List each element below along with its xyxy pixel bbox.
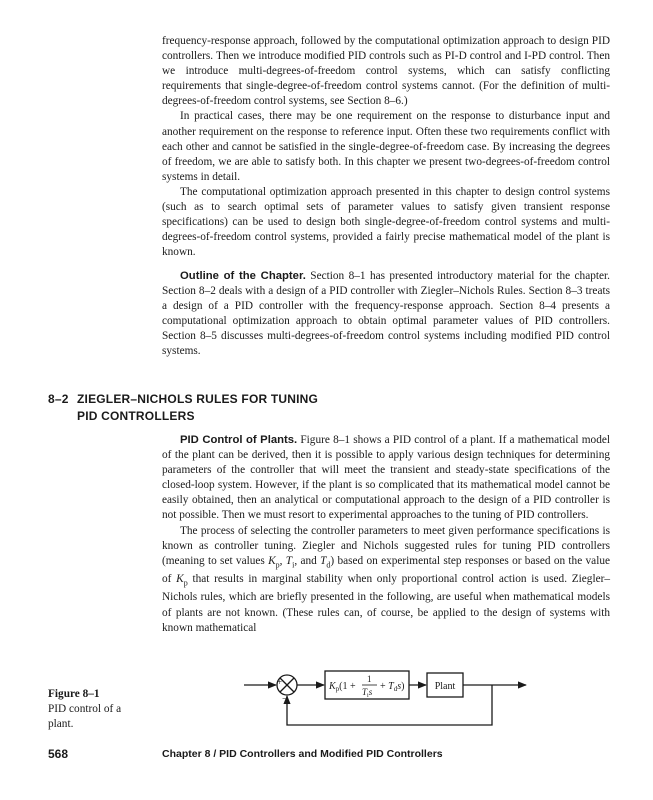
figure-caption-text: PID control of a plant. <box>48 703 122 730</box>
section-title-line2: PID CONTROLLERS <box>77 409 195 423</box>
svg-text:+ Tds): + $T_ds$) <box>380 681 405 693</box>
section-heading <box>48 391 468 425</box>
intro-paragraph-3: The computational optimization approach presented in this chapter to design control systems (such as to search optimal sets of parameter values to satisfy given transient response specifications) can be used to design both single-degree-of-freedom control systems and multi-degrees-of-freedom control systems, provided a fairly precise mathematical model of the plant is known. <box>162 185 610 259</box>
intro-paragraph-2: In practical cases, there may be one requirement on the response to disturbance input and another requirement on the response to reference input. Often these two requirements conflict with each other and cannot be satisfied in the single-degree-of-freedom case. By increasing the degrees of freedom, we are able to satisfy both. In this chapter we present two-degrees-of-freedom control systems in detail. <box>162 110 610 183</box>
pid-text: Figure 8–1 shows a PID control of a plant. If a mathematical model of the plant can be derived, then it is possible to apply various design techniques for determining parameters of the controller that will meet the transient and steady-state specifications of the closed-loop system. However, if the plant is so complicated that its mathematical model cannot be easily obtained, then an analytical or computational approach to the design of a PID controller is not possible. Then we must resort to experimental approaches to the tuning of PID controllers. <box>162 434 610 522</box>
pid-p2a: The process of selecting the controller parameters to meet given performance specifications is known as controller tuning. Ziegler and Nichols suggested rules for tuning PID controllers (meaning to set values <box>162 524 610 567</box>
pid-paragraph-1 <box>162 433 610 524</box>
outline-lead: Outline of the Chapter. <box>180 270 306 282</box>
svg-text:Tis: $T_is$ <box>362 687 373 699</box>
outline-paragraph <box>162 269 610 360</box>
figure-label: Figure 8–1 <box>48 688 100 700</box>
pid-block-diagram <box>240 663 530 735</box>
figure-caption <box>48 687 153 732</box>
plus-sign: + <box>277 677 283 687</box>
pid-paragraph-2: The process of selecting the controller parameters to meet given performance specifications is known as controller tuning. Ziegler and Nichols suggested rules for tuning PID controllers (meaning to set values $K_p$, $T_i$, and $T_d$) based on experimental step responses or based on the value of $K_p$ that results in marginal stability when only proportional control action is used. Ziegler–Nichols rules, which are briefly presented in the following, are useful when mathematical models of plants are not known. (These rules can, of course, be applied to the design of systems with known mathematical <box>162 524 611 634</box>
section-title-line1: ZIEGLER–NICHOLS RULES FOR TUNING <box>77 392 319 406</box>
controller-formula <box>328 674 404 699</box>
intro-paragraph-1: frequency-response approach, followed by the computational optimization approach to design PID controllers. Then we introduce modified PID controls such as PI-D control and I-PD control. Then we introduce multi-degrees-of-freedom control systems, which can satisfy conflicting requirements that single-degree-of-freedom control systems cannot. (For the definition of multi-degrees-of-freedom control systems, see Section 8–6.) <box>162 35 610 108</box>
plant-label: Plant <box>434 681 456 692</box>
outline-block <box>162 269 610 360</box>
svg-text:1: 1 <box>367 674 372 684</box>
pid-p2c: that results in marginal stability when only proportional control action is used. Ziegler–Nichols rules, which are briefly presented in the following, are useful when mathematical models of plants are not known. (These rules can, of course, be applied to the design of systems with known mathematical <box>162 573 611 634</box>
page-number: 568 <box>48 747 69 761</box>
svg-text:Kp(1 +: $K_p(1$ + <box>329 681 356 693</box>
pid-p2b: based on experimental step responses or based on the value of <box>162 554 610 586</box>
pid-lead: PID Control of Plants. <box>180 434 298 446</box>
running-footer: Chapter 8 / PID Controllers and Modified PID Controllers <box>162 748 443 760</box>
outline-text: Section 8–1 has presented introductory material for the chapter. Section 8–2 deals with a design of a PID controller with Ziegler–Nichols Rules. Section 8–3 treats a design of a PID controller with the frequency-response approach. Section 8–4 presents a computational optimization approach to obtain optimal parameter values of PID controllers. Section 8–5 discusses multi-degrees-of-freedom control systems including modified PID control systems. <box>162 270 610 358</box>
pid-block <box>162 433 610 636</box>
intro-block <box>162 34 610 260</box>
minus-sign: − <box>282 694 288 705</box>
section-number: 8–2 <box>48 392 69 406</box>
